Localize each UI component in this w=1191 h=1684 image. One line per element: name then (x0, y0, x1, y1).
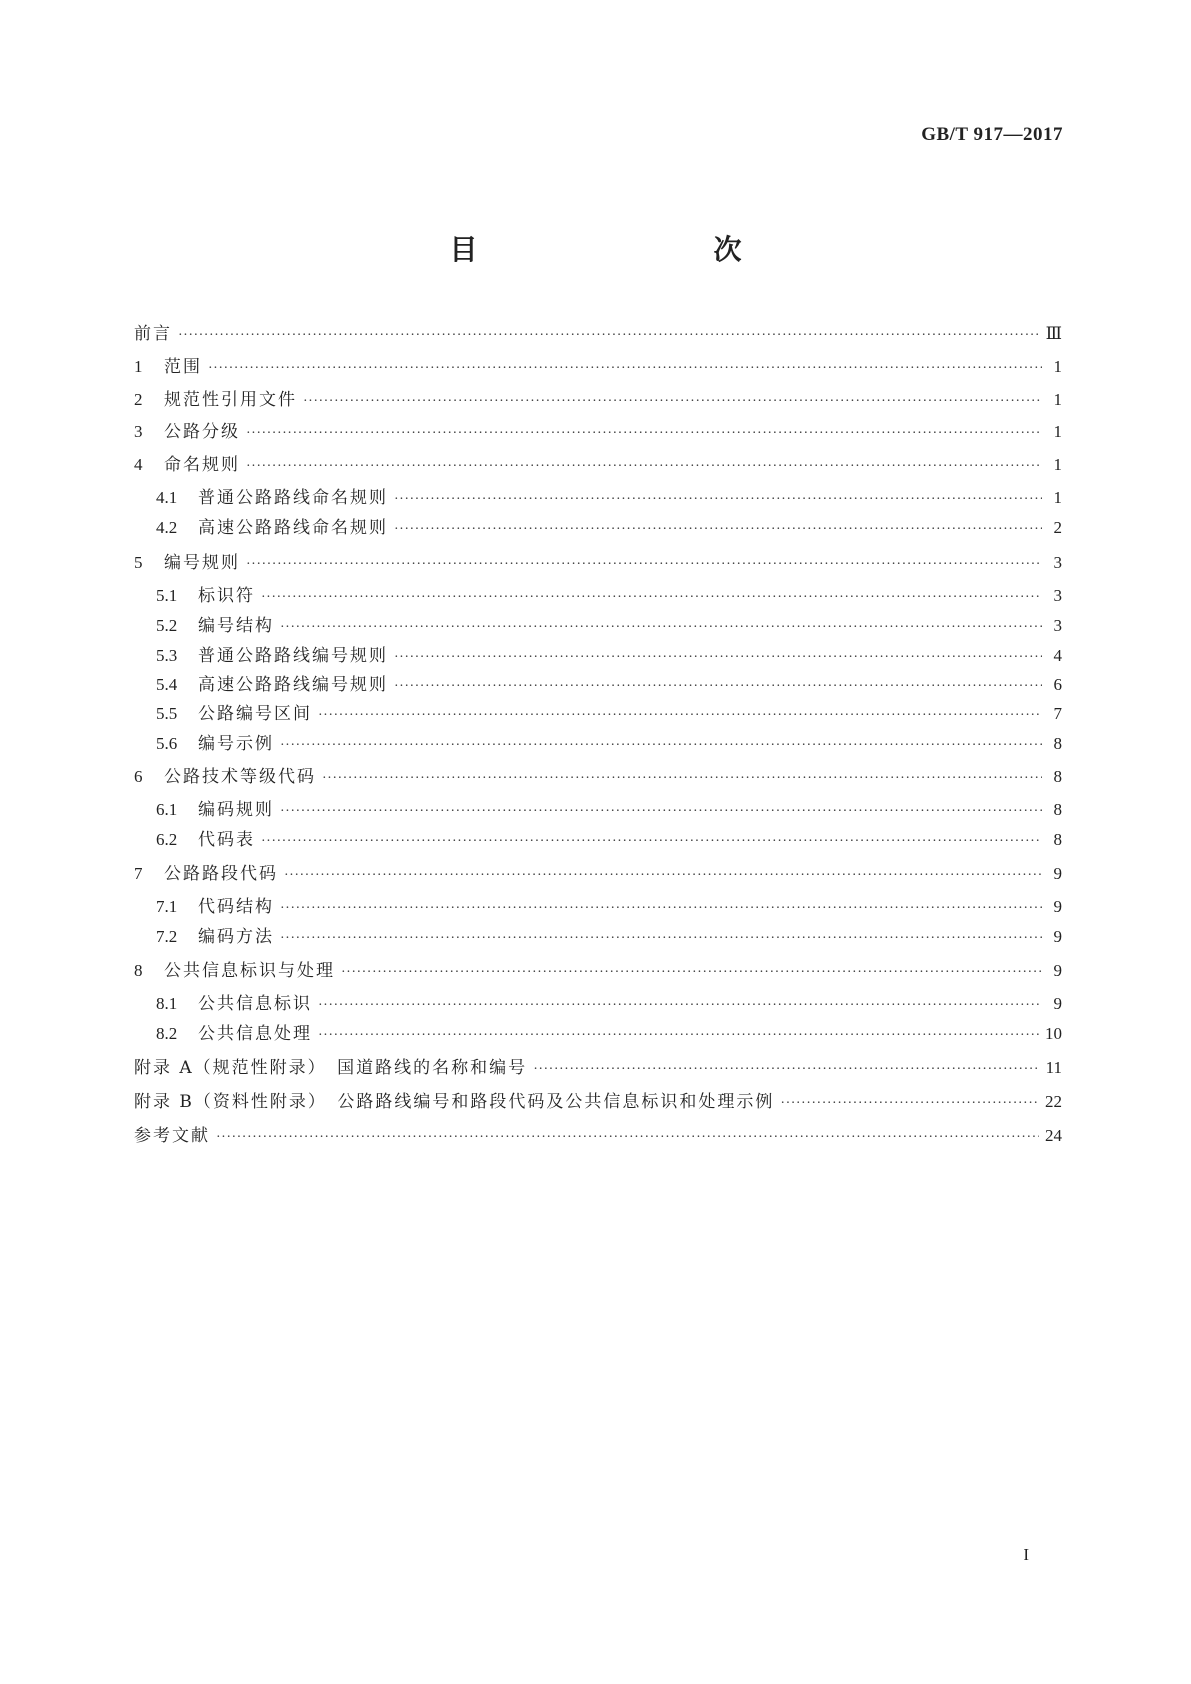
toc-entry-label: 前言 (134, 324, 172, 344)
toc-entry[interactable] (134, 420, 1062, 444)
toc-dot-leader (280, 800, 1042, 824)
toc-entry-page: 7 (1053, 704, 1062, 723)
toc-entry-page: 3 (1053, 553, 1062, 572)
toc-entry-label: 范围 (164, 357, 202, 377)
toc-dot-leader (280, 927, 1042, 951)
toc-entry-label: 参考文献 (134, 1126, 210, 1146)
toc-entry-page: 3 (1053, 616, 1062, 635)
toc-entry-page: 10 (1045, 1024, 1062, 1043)
toc-entry-number: 5.1 (156, 586, 178, 605)
toc-entry[interactable] (134, 798, 1062, 822)
toc-entry-number: 6.1 (156, 800, 178, 819)
toc-entry[interactable] (134, 925, 1062, 949)
toc-entry-page: 9 (1053, 927, 1062, 946)
page-number: I (1023, 1545, 1029, 1564)
toc-entry-label: 公路编号区间 (198, 704, 312, 724)
toc-entry-number: 5.6 (156, 734, 178, 753)
toc-entry-label: 高速公路路线编号规则 (198, 675, 388, 695)
toc-entry-page: 1 (1053, 455, 1062, 474)
toc-dot-leader (318, 704, 1042, 728)
toc-entry[interactable] (134, 355, 1062, 379)
toc-dot-leader (341, 961, 1042, 985)
toc-entry-page: 11 (1045, 1058, 1062, 1077)
toc-entry[interactable] (134, 551, 1062, 575)
toc-entry[interactable] (134, 673, 1062, 697)
toc-entry-label: 公路分级 (164, 422, 240, 442)
toc-dot-leader (280, 616, 1042, 640)
toc-entry-label: 代码表 (198, 830, 255, 850)
toc-dot-leader (394, 488, 1042, 512)
toc-entry-page: 6 (1053, 675, 1062, 694)
toc-entry[interactable] (134, 516, 1062, 540)
toc-entry[interactable] (134, 1090, 1062, 1114)
toc-entry[interactable] (134, 895, 1062, 919)
toc-dot-leader (261, 586, 1042, 610)
toc-entry-number: 8 (134, 961, 143, 980)
toc-dot-leader (303, 390, 1042, 414)
toc-entry-number: 7.1 (156, 897, 178, 916)
toc-dot-leader (280, 897, 1042, 921)
toc-entry-number: 4.1 (156, 488, 178, 507)
toc-entry-page: 9 (1053, 994, 1062, 1013)
toc-dot-leader (318, 1024, 1039, 1048)
toc-entry-number: 6.2 (156, 830, 178, 849)
toc-entry-number: 6 (134, 767, 143, 786)
toc-entry[interactable] (134, 644, 1062, 668)
toc-dot-leader (261, 830, 1042, 854)
toc-entry-label: 普通公路路线命名规则 (198, 488, 388, 508)
toc-entry[interactable] (134, 1124, 1062, 1148)
toc-entry[interactable] (134, 959, 1062, 983)
toc-entry-page: 1 (1053, 390, 1062, 409)
toc-entry-label: 附录 A（规范性附录） 国道路线的名称和编号 (134, 1058, 528, 1078)
toc-entry-number: 5.3 (156, 646, 178, 665)
toc-entry[interactable] (134, 614, 1062, 638)
toc-entry[interactable] (134, 453, 1062, 477)
toc-entry-page: 24 (1045, 1126, 1062, 1145)
toc-entry-page: 8 (1053, 734, 1062, 753)
toc-dot-leader (208, 357, 1042, 381)
toc-dot-leader (246, 422, 1042, 446)
toc-entry[interactable] (134, 732, 1062, 756)
toc-dot-leader (280, 734, 1042, 758)
toc-entry-label: 附录 B（资料性附录） 公路路线编号和路段代码及公共信息标识和处理示例 (134, 1092, 775, 1112)
toc-entry-page: 9 (1053, 864, 1062, 883)
toc-entry[interactable] (134, 1022, 1062, 1046)
toc-entry-page: 1 (1053, 488, 1062, 507)
toc-dot-leader (216, 1126, 1039, 1150)
toc-entry-number: 4 (134, 455, 143, 474)
toc-dot-leader (394, 675, 1042, 699)
toc-entry-number: 5.4 (156, 675, 178, 694)
toc-entry-page: 9 (1053, 961, 1062, 980)
toc-entry-page: 8 (1053, 767, 1062, 786)
toc-entry-number: 2 (134, 390, 143, 409)
toc-title: 目 次 (449, 233, 802, 266)
toc-entry-page: 9 (1053, 897, 1062, 916)
toc-entry-label: 规范性引用文件 (164, 390, 297, 410)
toc-entry-number: 1 (134, 357, 143, 376)
toc-entry-number: 8.2 (156, 1024, 178, 1043)
toc-entry-page: 1 (1053, 357, 1062, 376)
toc-entry[interactable] (134, 1056, 1062, 1080)
toc-dot-leader (284, 864, 1042, 888)
toc-dot-leader (780, 1092, 1039, 1116)
toc-entry-page: Ⅲ (1045, 324, 1062, 343)
toc-entry-label: 命名规则 (164, 455, 240, 475)
toc-dot-leader (394, 518, 1042, 542)
toc-entry-label: 公路技术等级代码 (164, 767, 316, 787)
toc-entry-page: 8 (1053, 830, 1062, 849)
toc-entry[interactable] (134, 828, 1062, 852)
toc-entry-number: 7 (134, 864, 143, 883)
toc-entry-label: 公共信息标识 (198, 994, 312, 1014)
toc-dot-leader (178, 324, 1040, 348)
toc-entry-label: 编码规则 (198, 800, 274, 820)
toc-dot-leader (322, 767, 1042, 791)
toc-entry[interactable] (134, 584, 1062, 608)
toc-entry[interactable] (134, 765, 1062, 789)
toc-entry-label: 公路路段代码 (164, 864, 278, 884)
toc-dot-leader (394, 646, 1042, 670)
toc-entry-label: 标识符 (198, 586, 255, 606)
toc-entry-label: 编号结构 (198, 616, 274, 636)
toc-entry-page: 1 (1053, 422, 1062, 441)
toc-entry-number: 5.2 (156, 616, 178, 635)
toc-entry-number: 4.2 (156, 518, 178, 537)
toc-dot-leader (246, 553, 1042, 577)
toc-entry-page: 2 (1053, 518, 1062, 537)
toc-entry-label: 公共信息处理 (198, 1024, 312, 1044)
toc-entry-label: 高速公路路线命名规则 (198, 518, 388, 538)
toc-entry-page: 4 (1053, 646, 1062, 665)
toc-entry-label: 编号规则 (164, 553, 240, 573)
toc-entry-label: 编码方法 (198, 927, 274, 947)
toc-entry-number: 5.5 (156, 704, 178, 723)
toc-entry[interactable] (134, 322, 1062, 346)
toc-entry[interactable] (134, 388, 1062, 412)
toc-entry-label: 普通公路路线编号规则 (198, 646, 388, 666)
toc-entry[interactable] (134, 862, 1062, 886)
toc-dot-leader (318, 994, 1042, 1018)
toc-entry-number: 7.2 (156, 927, 178, 946)
document-code: GB/T 917—2017 (921, 124, 1063, 145)
toc-entry[interactable] (134, 486, 1062, 510)
toc-entry-number: 3 (134, 422, 143, 441)
toc-entry-label: 公共信息标识与处理 (164, 961, 335, 981)
toc-entry-number: 8.1 (156, 994, 178, 1013)
toc-dot-leader (533, 1058, 1039, 1082)
toc-entry-page: 8 (1053, 800, 1062, 819)
toc-entry-label: 编号示例 (198, 734, 274, 754)
toc-entry-page: 3 (1053, 586, 1062, 605)
toc-entry-page: 22 (1045, 1092, 1062, 1111)
toc-entry-label: 代码结构 (198, 897, 274, 917)
toc-entry[interactable] (134, 992, 1062, 1016)
toc-dot-leader (246, 455, 1042, 479)
toc-entry-number: 5 (134, 553, 143, 572)
toc-entry[interactable] (134, 702, 1062, 726)
